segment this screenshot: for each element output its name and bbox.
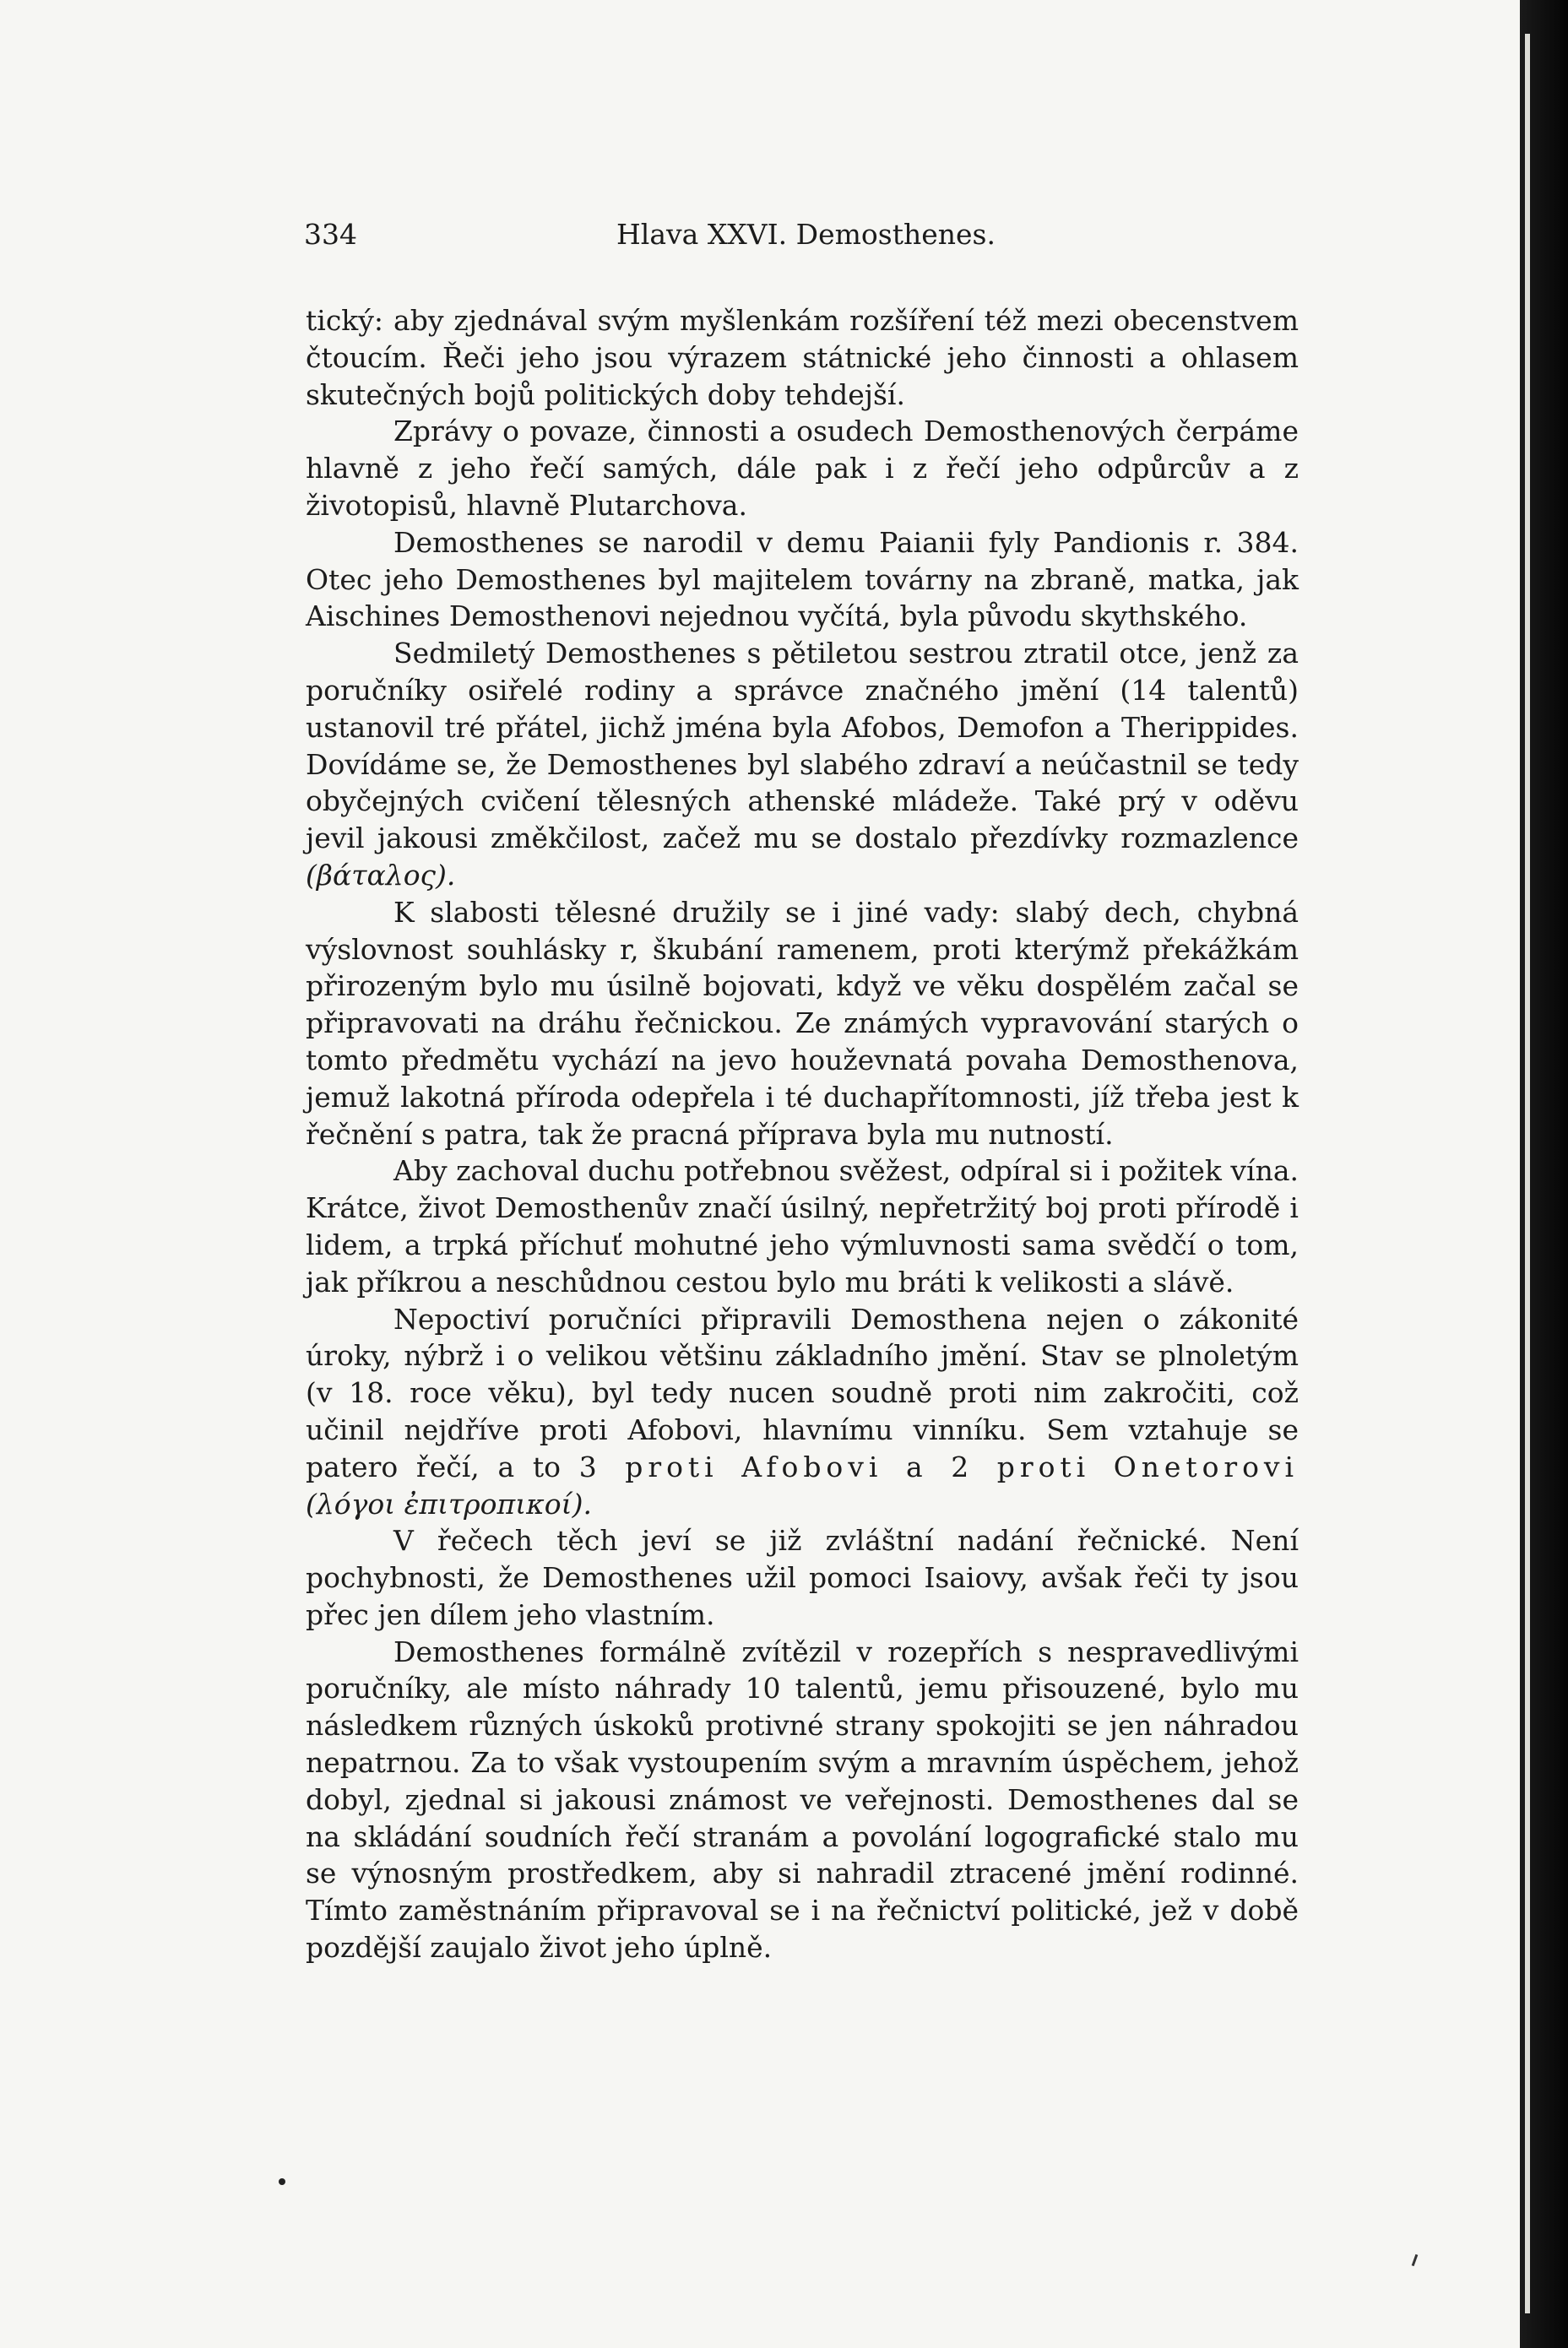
paragraph-text: V řečech těch jeví se již zvláštní nadání řečnické. Není pochybnosti, že Demosthenes užil pomoci Isaiovy, avšak řeči ty jsou přec jen dílem jeho vlastním.: [306, 1524, 1299, 1631]
paragraph: [306, 524, 1299, 635]
spaced-emphasis: 3 proti Afobovi a 2 proti Onetorovi: [578, 1450, 1299, 1483]
running-title: Hlava XXVI. Demosthenes.: [616, 218, 996, 251]
paragraph: [306, 1522, 1299, 1633]
scan-border: [1520, 0, 1568, 2348]
paragraph: [306, 635, 1299, 894]
greek-term: (βάταλος).: [306, 858, 456, 892]
paragraph: [306, 413, 1299, 523]
paragraph-text: K slabosti tělesné družily se i jiné vady: slabý dech, chybná výslovnost souhlásky r, škubání ramenem, proti kterýmž překážkám přirozeným bylo mu úsilně bojovati, když ve věku dospělém začal se připravovati na dráhu řečnickou. Ze známých vypravování starých o tomto předmětu vychází na jevo houževnatá povaha Demosthenova, jemuž lakotná příroda odepřela i té duchapřítomnosti, jíž třeba jest k řečnění s patra, tak že pracná příprava byla mu nutností.: [306, 895, 1299, 1151]
body-text: [306, 302, 1299, 1966]
paragraph-text: Aby zachoval duchu potřebnou svěžest, odpíral si i požitek vína. Krátce, život Demosthenův značí úsilný, nepřetržitý boj proti přírodě i lidem, a trpká příchuť mohutné jeho výmluvnosti sama svědčí o tom, jak příkrou a neschůdnou cestou bylo mu bráti k velikosti a slávě.: [306, 1154, 1299, 1299]
paragraph-text: Demosthenes formálně zvítězil v rozepřích s nespravedlivými poručníky, ale místo náhrady 10 talentů, jemu přisouzené, bylo mu následkem různých úskoků protivné strany spokojiti se jen náhradou nepatrnou. Za to však vystoupením svým a mravním úspěchem, jehož dobyl, zjednal si jakousi známost ve veřejnosti. Demosthenes dal se na skládání soudních řečí stranám a povolání logografické stalo mu se výnosným prostředkem, aby si nahradil ztracené jmění rodinné. Tímto zaměstnáním připravoval se i na řečnictví politické, jež v době pozdější zaujalo život jeho úplně.: [306, 1635, 1299, 1965]
paragraph-text: tický: aby zjednával svým myšlenkám rozšíření též mezi obecenstvem čtoucím. Řeči jeho jsou výrazem státnické jeho činnosti a ohlasem skutečných bojů politických doby tehdejší.: [306, 304, 1299, 411]
paragraph: [306, 1301, 1299, 1523]
paragraph-text: Zprávy o povaze, činnosti a osudech Demosthenových čerpáme hlavně z jeho řečí samých, dále pak i z řečí jeho odpůrcův a z životopisů, hlavně Plutarchova.: [306, 415, 1299, 522]
ink-speck: [279, 2178, 285, 2185]
paragraph-text: Sedmiletý Demosthenes s pětiletou sestrou ztratil otce, jenž za poručníky osiřelé rodiny a správce značného jmění (14 talentů) ustanovil tré přátel, jichž jména byla Afobos, Demofon a Therippides. Dovídáme se, že Demosthenes byl slabého zdraví a neúčastnil se tedy obyčejných cvičení tělesných athenské mládeže. Také prý v oděvu jevil jakousi změkčilost, začež mu se dostalo přezdívky rozmazlence: [306, 637, 1299, 855]
paragraph: [306, 894, 1299, 1153]
paragraph: [306, 1634, 1299, 1966]
paragraph-text: Nepoctiví poručníci připravili Demosthena nejen o zákonité úroky, nýbrž i o velikou většinu základního jmění. Stav se plnoletým (v 18. roce věku), byl tedy nucen soudně proti nim zakročiti, což učinil nejdříve proti Afobovi, hlavnímu vinníku. Sem vztahuje se patero řečí, a to: [306, 1302, 1299, 1483]
page-header: [304, 218, 1317, 255]
page-edge-strip: [1525, 34, 1530, 2313]
paragraph: [306, 1152, 1299, 1300]
greek-term: (λόγοι ἐπιτροπικοί).: [306, 1487, 592, 1521]
paragraph-text: Demosthenes se narodil v demu Paianii fyly Pandionis r. 384. Otec jeho Demosthenes byl majitelem továrny na zbraně, matka, jak Aischines Demosthenovi nejednou vyčítá, byla původu skythského.: [306, 525, 1299, 633]
page-number: 334: [304, 218, 357, 251]
paragraph: [306, 302, 1299, 413]
ink-speck: [1412, 2254, 1419, 2266]
